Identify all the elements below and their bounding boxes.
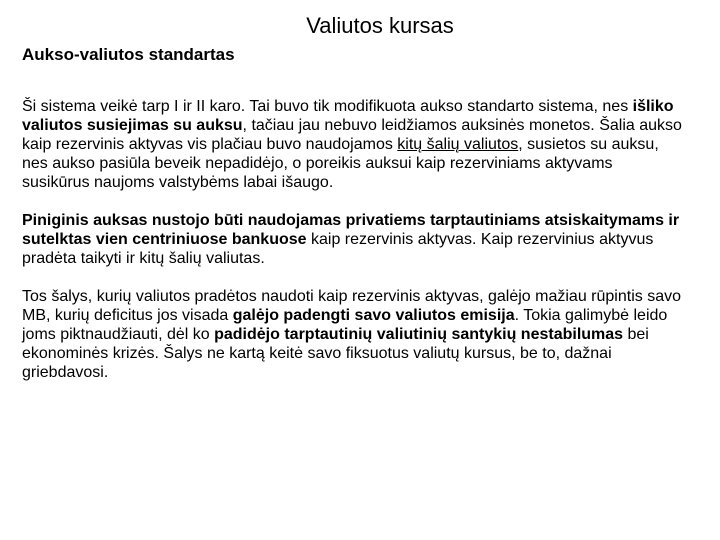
slide-subtitle: Aukso-valiutos standartas (22, 45, 235, 64)
slide-title: Valiutos kursas (306, 13, 454, 38)
paragraph-3-text: . Tokia galimybė leido joms piktnaudžiauti, dėl ko (22, 307, 668, 343)
paragraph-3-bold-phrase: galėjo padengti savo valiutos emisija (232, 307, 515, 324)
paragraph-1-text: , susietos su auksu, nes aukso pasiūla beveik nepadidėjo, o poreikis auksui kaip rezerviniams aktyvams susikūrus naujoms valstybėms labai išaugo. (22, 136, 659, 191)
paragraph-3-text: Tos šalys, kurių valiutos pradėtos naudoti kaip rezervinis aktyvas, galėjo mažiau rūpintis savo MB, kurių deficitus jos visada (22, 288, 681, 324)
slide-body (22, 97, 682, 401)
paragraph-1 (22, 97, 682, 192)
paragraph-2-text: kaip rezervinis aktyvas. Kaip rezervinius aktyvus pradėta taikyti ir kitų šalių valiutas. (22, 231, 654, 267)
paragraph-3 (22, 287, 682, 382)
paragraph-2 (22, 211, 682, 268)
paragraph-2-bold-phrase: Piniginis auksas nustojo būti naudojamas privatiems tarptautiniams atsiskaitymams ir sutelktas vien centriniuose bankuose (22, 212, 680, 248)
paragraph-1-text: , tačiau jau nebuvo leidžiamos auksinės monetos. Šalia aukso kaip rezervinis aktyvas vis plačiau buvo naudojamos (22, 117, 682, 153)
paragraph-1-bold-phrase: išliko valiutos susiejimas su auksu (22, 98, 674, 134)
paragraph-1-underlined-phrase: kitų šalių valiutos (397, 136, 519, 153)
paragraph-3-text: bei ekonominės krizės. Šalys ne kartą keitė savo fiksuotus valiutų kursus, be to, dažnai griebdavosi. (22, 326, 649, 381)
paragraph-3-bold-phrase: padidėjo tarptautinių valiutinių santykių nestabilumas (214, 326, 624, 343)
paragraph-1-text: Ši sistema veikė tarp I ir II karo. Tai buvo tik modifikuota aukso standarto sistema, nes (22, 98, 633, 115)
